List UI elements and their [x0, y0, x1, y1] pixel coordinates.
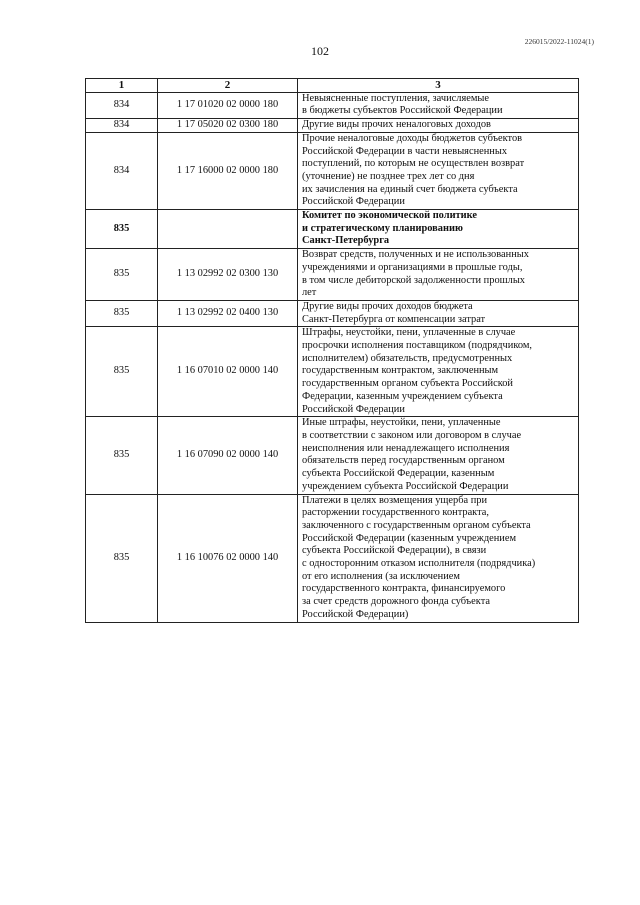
text-line: Возврат средств, полученных и не использованных	[302, 249, 529, 261]
text-line: Российской Федерации	[302, 403, 405, 415]
text-line: Российской Федерации)	[302, 608, 409, 620]
text-line: их зачисления на единый счет бюджета субъекта	[302, 183, 518, 195]
table-row	[86, 249, 579, 301]
income-name-cell	[298, 132, 579, 209]
text-line: Российской Федерации	[302, 196, 405, 208]
text-line: Комитет по экономической политике	[302, 210, 477, 222]
text-line: учреждениями и организациями в прошлые годы,	[302, 261, 523, 273]
text-line: неисполнения или ненадлежащего исполнения	[302, 442, 510, 454]
text-line: и стратегическому планированию	[302, 222, 463, 234]
text-line: поступлений, по которым не осуществлен возврат	[302, 158, 525, 170]
income-codes-table	[85, 78, 579, 623]
income-code-cell	[158, 210, 298, 249]
income-name-cell	[298, 327, 579, 417]
table-header-row	[86, 79, 579, 93]
text-line: расторжении государственного контракта,	[302, 507, 489, 519]
text-line: государственным органом субъекта Российской	[302, 378, 513, 390]
admin-code-cell: 835	[86, 210, 158, 249]
income-code-cell: 1 16 07010 02 0000 140	[158, 327, 298, 417]
table-row	[86, 494, 579, 622]
text-line: Прочие неналоговые доходы бюджетов субъектов	[302, 132, 523, 144]
column-header: 1	[86, 79, 158, 93]
text-line: от его исполнения (за исключением	[302, 570, 460, 582]
text-line: исполнителем) обязательств, предусмотренных	[302, 352, 513, 364]
income-name-cell	[298, 119, 579, 133]
income-name-cell	[298, 494, 579, 622]
text-line: за счет средств дорожного фонда субъекта	[302, 596, 490, 608]
page-number: 102	[311, 44, 329, 58]
income-code-cell: 1 17 01020 02 0000 180	[158, 92, 298, 118]
text-line: в том числе дебиторской задолженности прошлых	[302, 274, 525, 286]
admin-code-cell: 834	[86, 92, 158, 118]
text-line: заключенного с государственным органом субъекта	[302, 519, 531, 531]
text-line: лет	[302, 287, 317, 299]
text-line: (уточнение) не позднее трех лет со дня	[302, 170, 475, 182]
column-header: 2	[158, 79, 298, 93]
table-row	[86, 119, 579, 133]
text-line: в соответствии с законом или договором в случае	[302, 429, 522, 441]
income-name-cell	[298, 249, 579, 301]
text-line: Другие виды прочих неналоговых доходов	[302, 119, 491, 131]
text-line: обязательств перед государственным органом	[302, 455, 505, 467]
income-code-cell: 1 16 07090 02 0000 140	[158, 417, 298, 494]
text-line: субъекта Российской Федерации, казенным	[302, 468, 495, 480]
text-line: Санкт-Петербурга от компенсации затрат	[302, 313, 486, 325]
income-code-cell: 1 13 02992 02 0300 130	[158, 249, 298, 301]
admin-code-cell: 835	[86, 327, 158, 417]
income-name-cell	[298, 92, 579, 118]
admin-code-cell: 834	[86, 119, 158, 133]
text-line: в бюджеты субъектов Российской Федерации	[302, 105, 503, 117]
income-code-cell: 1 17 05020 02 0300 180	[158, 119, 298, 133]
admin-code-cell: 835	[86, 300, 158, 326]
admin-code-cell: 835	[86, 494, 158, 622]
table-row	[86, 132, 579, 209]
text-line: Платежи в целях возмещения ущерба при	[302, 494, 488, 506]
text-line: Иные штрафы, неустойки, пени, уплаченные	[302, 417, 501, 429]
income-name-cell	[298, 300, 579, 326]
text-line: учреждением субъекта Российской Федерации	[302, 480, 509, 492]
text-line: просрочки исполнения поставщиком (подрядчиком,	[302, 340, 533, 352]
text-line: государственного контракта, финансируемого	[302, 583, 506, 595]
text-line: Санкт-Петербурга	[302, 235, 390, 247]
table-row	[86, 300, 579, 326]
text-line: субъекта Российской Федерации), в связи	[302, 545, 487, 557]
text-line: Штрафы, неустойки, пени, уплаченные в случае	[302, 327, 516, 339]
text-line: Невыясненные поступления, зачисляемые	[302, 92, 490, 104]
text-line: с односторонним отказом исполнителя (подрядчика)	[302, 558, 536, 570]
document-id: 226015/2022-11024(1)	[524, 37, 594, 46]
table-row	[86, 92, 579, 118]
column-header: 3	[298, 79, 579, 93]
text-line: Федерации, казенным учреждением субъекта	[302, 390, 503, 402]
admin-code-cell: 835	[86, 249, 158, 301]
table-row-section-heading	[86, 210, 579, 249]
income-code-cell: 1 17 16000 02 0000 180	[158, 132, 298, 209]
table-row	[86, 327, 579, 417]
admin-code-cell: 834	[86, 132, 158, 209]
text-line: государственным контрактом, заключенным	[302, 365, 499, 377]
admin-code-cell: 835	[86, 417, 158, 494]
text-line: Другие виды прочих доходов бюджета	[302, 300, 473, 312]
text-line: Российской Федерации в части невыясненных	[302, 145, 508, 157]
income-code-cell: 1 13 02992 02 0400 130	[158, 300, 298, 326]
text-line: Российской Федерации (казенным учреждением	[302, 532, 517, 544]
administrator-name-cell	[298, 210, 579, 249]
table-row	[86, 417, 579, 494]
income-code-cell: 1 16 10076 02 0000 140	[158, 494, 298, 622]
income-name-cell	[298, 417, 579, 494]
